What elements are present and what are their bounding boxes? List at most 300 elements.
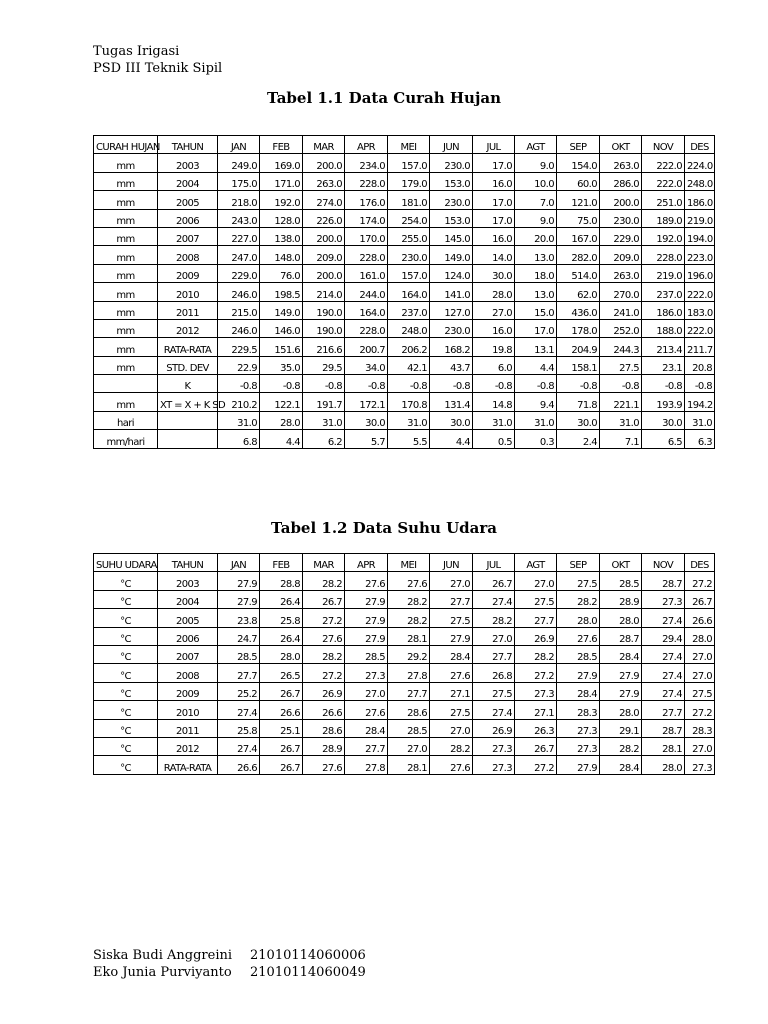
table-cell: 158.1	[557, 356, 600, 374]
table-cell: 252.0	[600, 319, 642, 337]
table-cell: 181.0	[388, 191, 430, 209]
table-cell: 222.0	[642, 172, 685, 190]
table-row	[94, 701, 715, 719]
table-cell: mm	[94, 172, 158, 190]
table-cell: 31.0	[515, 411, 557, 429]
table-cell: 28.0	[600, 609, 642, 627]
table-cell: 75.0	[557, 209, 600, 227]
table-cell: 28.9	[303, 737, 345, 755]
table-cell: 2007	[158, 645, 218, 663]
table-cell: 27.6	[345, 572, 388, 590]
table-cell: 153.0	[430, 209, 473, 227]
table-cell: 28.6	[303, 719, 345, 737]
table-cell: 28.4	[600, 756, 642, 774]
table-row	[94, 319, 715, 337]
table-cell: 2010	[158, 283, 218, 301]
table-cell: 27.4	[642, 609, 685, 627]
table-cell: 27.3	[473, 756, 515, 774]
table-cell: 27.5	[685, 682, 715, 700]
table-cell: -0.8	[430, 375, 473, 393]
table-cell: 164.0	[388, 283, 430, 301]
table-cell: 194.0	[685, 227, 715, 245]
table-cell: 241.0	[600, 301, 642, 319]
table-cell: 200.0	[303, 154, 345, 172]
table-cell: 179.0	[388, 172, 430, 190]
table-cell: 514.0	[557, 264, 600, 282]
table-cell: mm	[94, 319, 158, 337]
table-row	[94, 338, 715, 356]
table-cell: 27.6	[430, 756, 473, 774]
table-cell: 2.4	[557, 430, 600, 448]
table-cell: 29.5	[303, 356, 345, 374]
table-cell: 27.7	[430, 590, 473, 608]
table-cell: °C	[94, 645, 158, 663]
column-header: CURAH HUJAN	[94, 136, 158, 154]
table-cell: 28.6	[388, 701, 430, 719]
table-cell: 34.0	[345, 356, 388, 374]
table-cell: 230.0	[430, 154, 473, 172]
table-cell: 13.0	[515, 246, 557, 264]
table-cell: 26.9	[303, 682, 345, 700]
column-header: MAR	[303, 136, 345, 154]
table-cell: 224.0	[685, 154, 715, 172]
table-row	[94, 191, 715, 209]
table-cell: 31.0	[388, 411, 430, 429]
table-row	[94, 756, 715, 774]
table-cell: 7.1	[600, 430, 642, 448]
table-cell: 188.0	[642, 319, 685, 337]
table-cell: 28.2	[388, 609, 430, 627]
table-cell: 28.2	[303, 645, 345, 663]
table-cell: 183.0	[685, 301, 715, 319]
column-header: SEP	[557, 554, 600, 572]
table-cell: 29.1	[600, 719, 642, 737]
table-cell: 27.0	[430, 572, 473, 590]
table-cell: 2004	[158, 172, 218, 190]
table-cell: 282.0	[557, 246, 600, 264]
table-cell: 274.0	[303, 191, 345, 209]
table-cell: 27.3	[473, 737, 515, 755]
table-cell: 170.8	[388, 393, 430, 411]
table-cell: 2012	[158, 737, 218, 755]
table-cell: 2008	[158, 664, 218, 682]
table-cell: 28.2	[388, 590, 430, 608]
table-cell: 13.0	[515, 283, 557, 301]
column-header: FEB	[260, 554, 303, 572]
table-cell: 20.8	[685, 356, 715, 374]
table-cell: 222.0	[642, 154, 685, 172]
table-row	[94, 393, 715, 411]
table-cell: 28.1	[642, 737, 685, 755]
table-row	[94, 590, 715, 608]
table-cell: 28.2	[515, 645, 557, 663]
table-cell: mm	[94, 301, 158, 319]
table-cell: mm	[94, 356, 158, 374]
column-header: APR	[345, 136, 388, 154]
table-cell: 170.0	[345, 227, 388, 245]
table-cell: 28.2	[430, 737, 473, 755]
table-cell: 27.0	[430, 719, 473, 737]
table-cell: 186.0	[642, 301, 685, 319]
table-cell: 26.7	[260, 682, 303, 700]
table-cell: mm	[94, 154, 158, 172]
table-cell: -0.8	[260, 375, 303, 393]
table-cell: 226.0	[303, 209, 345, 227]
table-cell: 27.5	[473, 682, 515, 700]
table-cell: 27.0	[515, 572, 557, 590]
table-row	[94, 375, 715, 393]
table-cell: 26.9	[473, 719, 515, 737]
table-cell: 190.0	[303, 319, 345, 337]
table-cell: 234.0	[345, 154, 388, 172]
table-cell: 230.0	[430, 319, 473, 337]
table-cell: -0.8	[642, 375, 685, 393]
table-cell: 27.6	[303, 756, 345, 774]
table-cell: 157.0	[388, 154, 430, 172]
course-title: Tugas Irigasi	[93, 44, 180, 59]
table-cell: 28.0	[473, 283, 515, 301]
table-cell: 176.0	[345, 191, 388, 209]
table-cell: 2006	[158, 627, 218, 645]
column-header: APR	[345, 554, 388, 572]
table-cell: 131.4	[430, 393, 473, 411]
table-cell: 149.0	[430, 246, 473, 264]
table-cell: 0.3	[515, 430, 557, 448]
table-row	[94, 356, 715, 374]
table-cell: 14.8	[473, 393, 515, 411]
table-cell: 214.0	[303, 283, 345, 301]
table-cell: 27.0	[473, 627, 515, 645]
table-cell: 29.2	[388, 645, 430, 663]
table-cell: 27.4	[642, 664, 685, 682]
table-row	[94, 719, 715, 737]
table-cell: 31.0	[303, 411, 345, 429]
table-cell: 27.9	[345, 609, 388, 627]
table-cell: 26.7	[473, 572, 515, 590]
table-cell: 9.0	[515, 209, 557, 227]
table-cell: 248.0	[685, 172, 715, 190]
table-cell: 222.0	[685, 283, 715, 301]
table-cell: 27.4	[218, 737, 260, 755]
table-cell: 191.7	[303, 393, 345, 411]
table-cell: -0.8	[388, 375, 430, 393]
table-cell: °C	[94, 701, 158, 719]
table-cell: 27.7	[515, 609, 557, 627]
table-cell: 31.0	[685, 411, 715, 429]
table-row	[94, 264, 715, 282]
table-cell: 27.8	[388, 664, 430, 682]
table-cell: 26.7	[260, 737, 303, 755]
table-cell: 169.0	[260, 154, 303, 172]
table-cell: 27.5	[557, 572, 600, 590]
table-cell: 28.1	[388, 627, 430, 645]
table-cell: 28.4	[345, 719, 388, 737]
table-cell: 200.0	[600, 191, 642, 209]
table-cell: °C	[94, 590, 158, 608]
table-cell: 18.0	[515, 264, 557, 282]
table-row	[94, 664, 715, 682]
table-cell: 27.5	[430, 701, 473, 719]
table-cell: 174.0	[345, 209, 388, 227]
table-cell: 2011	[158, 719, 218, 737]
table-cell: 76.0	[260, 264, 303, 282]
table-cell: 25.2	[218, 682, 260, 700]
table-cell: 26.3	[515, 719, 557, 737]
table-cell: 122.1	[260, 393, 303, 411]
column-header: JUL	[473, 554, 515, 572]
table-cell: 23.8	[218, 609, 260, 627]
table-cell: 28.0	[685, 627, 715, 645]
table-cell: 204.9	[557, 338, 600, 356]
table-cell: 2005	[158, 191, 218, 209]
table-cell: 4.4	[260, 430, 303, 448]
table-cell: 145.0	[430, 227, 473, 245]
table-row	[94, 172, 715, 190]
table-cell: 7.0	[515, 191, 557, 209]
table-cell: mm	[94, 338, 158, 356]
table-cell: 17.0	[473, 209, 515, 227]
column-header: OKT	[600, 554, 642, 572]
table-cell: 23.1	[642, 356, 685, 374]
table-cell: 436.0	[557, 301, 600, 319]
table-cell: 138.0	[260, 227, 303, 245]
table-cell: 16.0	[473, 172, 515, 190]
table-row	[94, 209, 715, 227]
table-cell: 10.0	[515, 172, 557, 190]
table-cell: 26.7	[303, 590, 345, 608]
table-cell: °C	[94, 756, 158, 774]
table-cell: 229.0	[218, 264, 260, 282]
table-cell: STD. DEV	[158, 356, 218, 374]
program-title: PSD III Teknik Sipil	[93, 61, 223, 76]
table-cell: 215.0	[218, 301, 260, 319]
table-cell: 255.0	[388, 227, 430, 245]
table-cell: 26.7	[515, 737, 557, 755]
table-cell: 286.0	[600, 172, 642, 190]
table-cell: 31.0	[600, 411, 642, 429]
table-cell: mm/hari	[94, 430, 158, 448]
table-cell: 2012	[158, 319, 218, 337]
table-cell: 251.0	[642, 191, 685, 209]
table-cell: 198.5	[260, 283, 303, 301]
column-header: MAR	[303, 554, 345, 572]
table-cell: 2006	[158, 209, 218, 227]
table-cell: 17.0	[473, 154, 515, 172]
table-cell: 228.0	[345, 319, 388, 337]
member-1	[93, 947, 366, 964]
table-cell: 31.0	[218, 411, 260, 429]
table-cell: 27.2	[303, 664, 345, 682]
table-cell: 28.4	[430, 645, 473, 663]
table-cell: 28.0	[260, 411, 303, 429]
table-cell: 210.2	[218, 393, 260, 411]
column-header: NOV	[642, 554, 685, 572]
table-cell: 263.0	[600, 264, 642, 282]
table-cell: 189.0	[642, 209, 685, 227]
table-cell: 28.0	[557, 609, 600, 627]
table-cell: 228.0	[345, 246, 388, 264]
table-cell: 27.9	[218, 590, 260, 608]
table-cell: 27.6	[430, 664, 473, 682]
table-row	[94, 283, 715, 301]
table-cell: 28.7	[600, 627, 642, 645]
table-cell: 27.4	[473, 590, 515, 608]
table-cell: -0.8	[557, 375, 600, 393]
table-cell: 2007	[158, 227, 218, 245]
table-cell: 28.7	[642, 719, 685, 737]
table-cell: 228.0	[642, 246, 685, 264]
table-cell: 246.0	[218, 283, 260, 301]
table-row	[94, 227, 715, 245]
table-cell: 28.5	[345, 645, 388, 663]
table-cell: mm	[94, 246, 158, 264]
table-cell: 27.3	[345, 664, 388, 682]
table-cell: 28.2	[473, 609, 515, 627]
table-cell: °C	[94, 627, 158, 645]
table-cell: 27.1	[515, 701, 557, 719]
table-cell: 27.6	[345, 701, 388, 719]
table-cell: 27.9	[557, 756, 600, 774]
table-cell: 27.3	[642, 590, 685, 608]
table-cell: 171.0	[260, 172, 303, 190]
table-cell: 227.0	[218, 227, 260, 245]
column-header: MEI	[388, 554, 430, 572]
table-cell: mm	[94, 191, 158, 209]
column-header: TAHUN	[158, 554, 218, 572]
table-cell: °C	[94, 737, 158, 755]
table-row	[94, 572, 715, 590]
table-cell: 200.7	[345, 338, 388, 356]
table-cell: 209.0	[600, 246, 642, 264]
table-cell: 28.4	[557, 682, 600, 700]
table-cell: 5.5	[388, 430, 430, 448]
table-cell: 28.0	[600, 701, 642, 719]
table-cell: 2005	[158, 609, 218, 627]
table-cell: -0.8	[218, 375, 260, 393]
table-cell: 6.0	[473, 356, 515, 374]
table-cell: 228.0	[345, 172, 388, 190]
table-cell: 211.7	[685, 338, 715, 356]
table-cell: 5.7	[345, 430, 388, 448]
table-cell: 26.5	[260, 664, 303, 682]
table-cell: 28.8	[260, 572, 303, 590]
table-cell: 27.0	[685, 737, 715, 755]
column-header: JUN	[430, 554, 473, 572]
table-cell: 26.6	[218, 756, 260, 774]
table-cell: 27.9	[557, 664, 600, 682]
table-cell: 2011	[158, 301, 218, 319]
table-cell: 148.0	[260, 246, 303, 264]
table-cell: 194.2	[685, 393, 715, 411]
table-cell: 222.0	[685, 319, 715, 337]
table-cell: 27.3	[515, 682, 557, 700]
table-cell: 27.6	[303, 627, 345, 645]
table-cell: 13.1	[515, 338, 557, 356]
table-cell: 27.4	[473, 701, 515, 719]
table-cell: 28.0	[642, 756, 685, 774]
table-cell: 157.0	[388, 264, 430, 282]
column-header: OKT	[600, 136, 642, 154]
table-cell: 35.0	[260, 356, 303, 374]
table-row	[94, 411, 715, 429]
table-cell: 28.3	[685, 719, 715, 737]
table-cell: 2009	[158, 264, 218, 282]
table-cell	[158, 430, 218, 448]
table-cell: 200.0	[303, 264, 345, 282]
table-cell: 221.1	[600, 393, 642, 411]
table-row	[94, 737, 715, 755]
column-header: JUN	[430, 136, 473, 154]
table-cell: -0.8	[303, 375, 345, 393]
table-cell: °C	[94, 682, 158, 700]
column-header: NOV	[642, 136, 685, 154]
table-cell: 31.0	[473, 411, 515, 429]
table-cell: 196.0	[685, 264, 715, 282]
table-cell: XT = X + K SD	[158, 393, 218, 411]
column-header: JAN	[218, 554, 260, 572]
table-cell: 244.0	[345, 283, 388, 301]
table-cell: 124.0	[430, 264, 473, 282]
table-cell: 71.8	[557, 393, 600, 411]
table-cell: 206.2	[388, 338, 430, 356]
table-cell: 27.4	[642, 682, 685, 700]
table-cell: °C	[94, 719, 158, 737]
table-cell: 193.9	[642, 393, 685, 411]
table-cell: 263.0	[600, 154, 642, 172]
table-cell: 237.0	[388, 301, 430, 319]
table-row	[94, 627, 715, 645]
table-cell: 121.0	[557, 191, 600, 209]
table-cell: RATA-RATA	[158, 338, 218, 356]
column-header: AGT	[515, 136, 557, 154]
table-cell: 16.0	[473, 319, 515, 337]
table-cell: 26.4	[260, 627, 303, 645]
table-cell: 30.0	[345, 411, 388, 429]
table-cell: 25.8	[218, 719, 260, 737]
table-cell: 218.0	[218, 191, 260, 209]
table-cell: 263.0	[303, 172, 345, 190]
table-cell: 28.4	[600, 645, 642, 663]
table-cell: 28.5	[388, 719, 430, 737]
table-row	[94, 246, 715, 264]
table-cell: -0.8	[515, 375, 557, 393]
column-header: DES	[685, 554, 715, 572]
table-cell: 28.9	[600, 590, 642, 608]
column-header: DES	[685, 136, 715, 154]
table-cell: 6.8	[218, 430, 260, 448]
table-cell: 27.2	[685, 572, 715, 590]
table-cell: 248.0	[388, 319, 430, 337]
table-cell: RATA-RATA	[158, 756, 218, 774]
table-cell: 43.7	[430, 356, 473, 374]
table-cell: mm	[94, 264, 158, 282]
table-cell: 27.2	[303, 609, 345, 627]
table1-header-row	[94, 136, 715, 154]
table-cell: 25.1	[260, 719, 303, 737]
table-cell: 2008	[158, 246, 218, 264]
table-cell: 164.0	[345, 301, 388, 319]
table-cell: 27.3	[557, 737, 600, 755]
table-cell: 28.5	[557, 645, 600, 663]
table-cell: 22.9	[218, 356, 260, 374]
table-cell: 154.0	[557, 154, 600, 172]
table-cell: 27.9	[430, 627, 473, 645]
table-cell: -0.8	[685, 375, 715, 393]
table-cell: 14.0	[473, 246, 515, 264]
table-cell: 26.6	[260, 701, 303, 719]
table-cell: 26.7	[685, 590, 715, 608]
table-cell: 127.0	[430, 301, 473, 319]
